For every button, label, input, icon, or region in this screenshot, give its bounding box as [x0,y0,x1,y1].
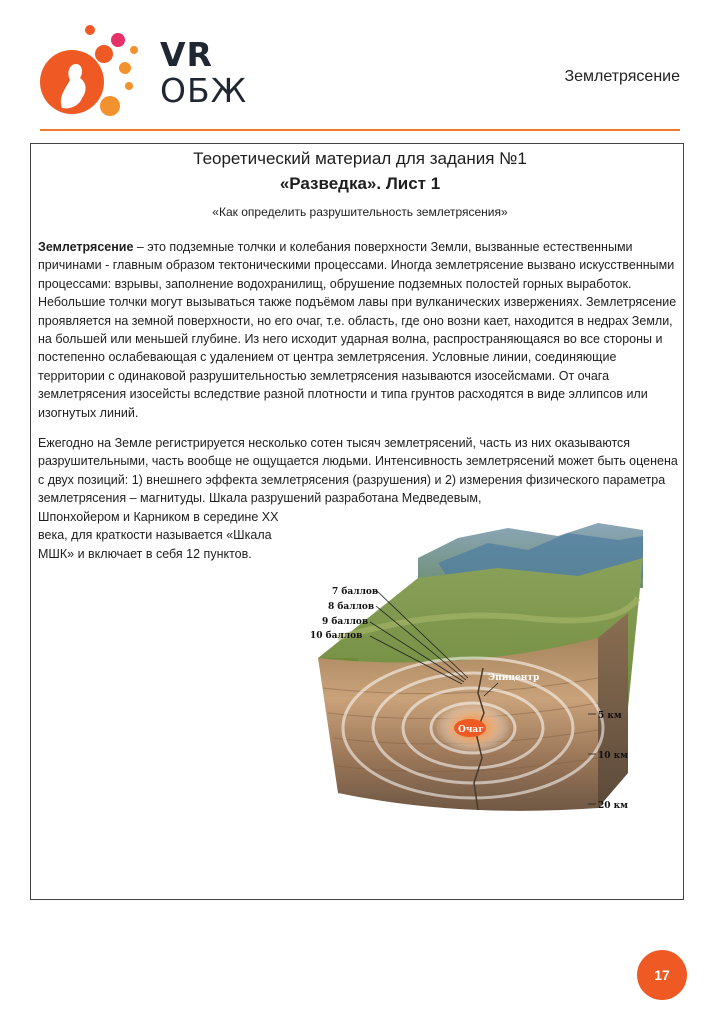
label-focus: Очаг [458,725,484,735]
page-number-badge [637,950,687,1000]
label-9-points: 9 баллов [322,617,369,627]
section-title: Землетрясение [564,68,680,85]
page-subheading: «Разведка». Лист 1 [279,174,441,193]
label-epicenter: Эпицентр [488,673,540,683]
page-number: 17 [654,967,670,983]
label-10-points: 10 баллов [310,631,363,641]
brand-line-obzh: ОБЖ [160,71,248,110]
paragraph-intensity: Ежегодно на Земле регистрируется несколько сотен тысяч землетрясений, часть из них оказываются разрушительными, часть вообще не ощущается людьми. Интенсивность землетрясений может быть оценена с двух позиций: 1) внешнего эффекта землетрясения (разрушения) и 2) измерения физического параметра землетрясения – магнитуды. Шкала разрушений разработана Медведевым, [38,436,678,506]
earthquake-diagram [298,518,650,818]
brand-line-vr: VR [160,35,213,74]
label-5-km: 5 км [598,711,622,721]
paragraph-definition [38,238,678,422]
paragraph-scale: Шпонхойером и Карником в середине XX века, для краткости называется «Шкала МШК» и включает в себя 12 пунктов. [38,510,279,561]
term-earthquake: Землетрясение [38,240,134,254]
label-7-points: 7 баллов [332,587,379,597]
vr-obzh-logo [32,24,142,124]
paragraph-definition-text: – это подземные толчки и колебания поверхности Земли, вызванные естественными причинами - главным образом тектоническими процессами. Иногда землетрясение вызвано искусственными процессами: взрывы, заполнение водохранилищ, обрушение подземных полостей горных выработок. Небольшие толчки могут вызываться также подъёмом лавы при вулканических извержениях. Землетрясение проявляется на земной поверхности, но его очаг, т.е. область, где оно возни кает, находится в недрах Земли, на большей или меньшей глубине. Из него исходит ударная волна, распространяющаяся во все стороны и постепенно ослабевающая с удалением от центра землетрясения. Условные линии, соединяющие территории с одинаковой разрушительностью землетрясения называются изосейсмами. От очага землетрясения изосейсты вследствие разной плотности и типа грунтов расходятся в виде эллипсов или изогнутых линий. [38,240,677,420]
label-20-km: 20 км [598,801,628,811]
page-heading: Теоретический материал для задания №1 [193,149,527,168]
header-divider [40,129,680,131]
brand-name [160,35,248,110]
label-10-km: 10 км [598,751,628,761]
label-8-points: 8 баллов [328,602,375,612]
page-question: «Как определить разрушительность землетрясения» [212,205,508,219]
